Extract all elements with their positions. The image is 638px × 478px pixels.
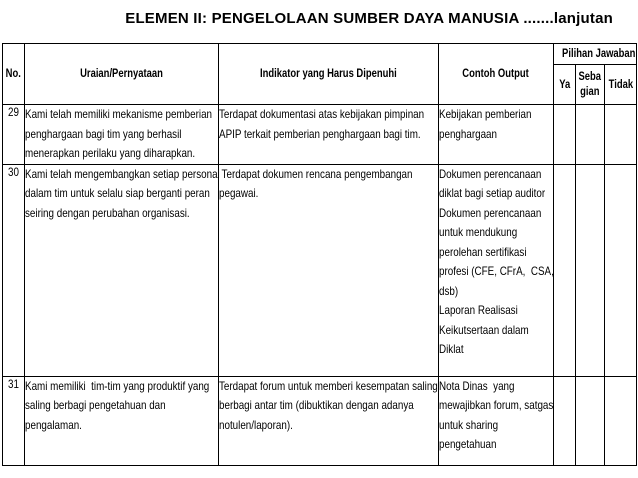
indikator-cell: Terdapat dokumen rencana pengembangan pegawai. <box>219 164 439 376</box>
contoh-output-cell: Kebijakan pemberian penghargaan <box>439 105 554 165</box>
contoh-output-cell: Nota Dinas yang mewajibkan forum, satgas untuk sharing pengetahuan <box>439 376 554 465</box>
table-row <box>3 105 637 165</box>
answer-tidak-cell[interactable] <box>605 164 637 376</box>
header-sebagian: Seba gian <box>576 65 605 105</box>
row-number: 30 <box>3 164 25 376</box>
contoh-output-cell: Dokumen perencanaan diklat bagi setiap auditor Dokumen perencanaan untuk mendukung perolehan sertifikasi profesi (CFE, CFrA, CSA, dsb) Laporan Realisasi Keikutsertaan dalam Diklat <box>439 164 554 376</box>
header-indikator: Indikator yang Harus Dipenuhi <box>219 44 439 105</box>
table-row <box>3 376 637 465</box>
header-tidak: Tidak <box>605 65 637 105</box>
assessment-table <box>2 43 637 466</box>
answer-tidak-cell[interactable] <box>605 376 637 465</box>
uraian-cell: Kami memiliki tim-tim yang produktif yang saling berbagi pengetahuan dan pengalaman. <box>25 376 219 465</box>
answer-sebagian-cell[interactable] <box>576 164 605 376</box>
uraian-cell: Kami telah mengembangkan setiap personal dalam tim untuk selalu siap berganti peran seiring dengan perubahan organisasi. <box>25 164 219 376</box>
answer-sebagian-cell[interactable] <box>576 376 605 465</box>
page-title: ELEMEN II: PENGELOLAAN SUMBER DAYA MANUSIA .......lanjutan <box>125 10 613 27</box>
row-number: 31 <box>3 376 25 465</box>
header-contoh-output: Contoh Output <box>439 44 554 105</box>
table-row <box>3 164 637 376</box>
uraian-cell: Kami telah memiliki mekanisme pemberian penghargaan bagi tim yang berhasil menerapkan perilaku yang diharapkan. <box>25 105 219 165</box>
answer-tidak-cell[interactable] <box>605 105 637 165</box>
header-no: No. <box>3 44 25 105</box>
answer-ya-cell[interactable] <box>554 376 576 465</box>
header-uraian: Uraian/Pernyataan <box>25 44 219 105</box>
header-pilihan-jawaban: Pilihan Jawaban <box>554 44 637 65</box>
answer-sebagian-cell[interactable] <box>576 105 605 165</box>
header-ya: Ya <box>554 65 576 105</box>
indikator-cell: Terdapat forum untuk memberi kesempatan saling berbagi antar tim (dibuktikan dengan adanya notulen/laporan). <box>219 376 439 465</box>
indikator-cell: Terdapat dokumentasi atas kebijakan pimpinan APIP terkait pemberian penghargaan bagi tim. <box>219 105 439 165</box>
answer-ya-cell[interactable] <box>554 164 576 376</box>
row-number: 29 <box>3 105 25 165</box>
answer-ya-cell[interactable] <box>554 105 576 165</box>
